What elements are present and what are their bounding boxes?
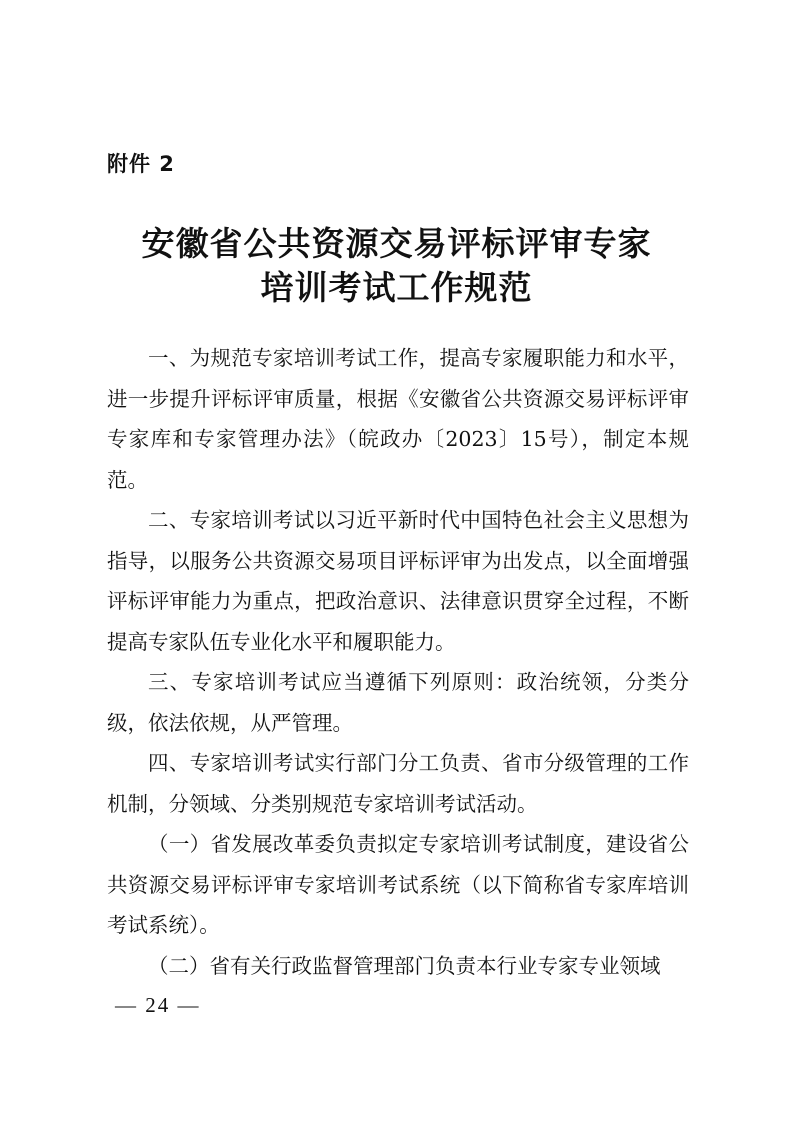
- document-title-line-1: 安徽省公共资源交易评标评审专家: [141, 224, 652, 263]
- paragraph-5: （一）省发展改革委负责拟定专家培训考试制度，建设省公共资源交易评标评审专家培训考试系统（以下简称省专家库培训考试系统）。: [107, 832, 689, 937]
- document-body: [107, 338, 689, 986]
- paragraph-3: 三、专家培训考试应当遵循下列原则：政治统领，分类分级，依法依规，从严管理。: [107, 670, 689, 735]
- paragraph-6: （二）省有关行政监督管理部门负责本行业专家专业领域: [148, 953, 661, 978]
- paragraph-2: 二、专家培训考试以习近平新时代中国特色社会主义思想为指导，以服务公共资源交易项目评标评审为出发点，以全面增强评标评审能力为重点，把政治意识、法律意识贯穿全过程，不断提高专家队伍专业化水平和履职能力。: [107, 508, 689, 654]
- page-number: — 24 —: [115, 993, 201, 1017]
- paragraph-1: 一、为规范专家培训考试工作，提高专家履职能力和水平，进一步提升评标评审质量，根据《安徽省公共资源交易评标评审专家库和专家管理办法》（皖政办〔2023〕15号），制定本规范。: [107, 346, 689, 492]
- document-title-line-2: 培训考试工作规范: [260, 268, 533, 307]
- attachment-label: 附件 2: [107, 152, 175, 176]
- paragraph-4: 四、专家培训考试实行部门分工负责、省市分级管理的工作机制，分领域、分类别规范专家培训考试活动。: [107, 751, 689, 816]
